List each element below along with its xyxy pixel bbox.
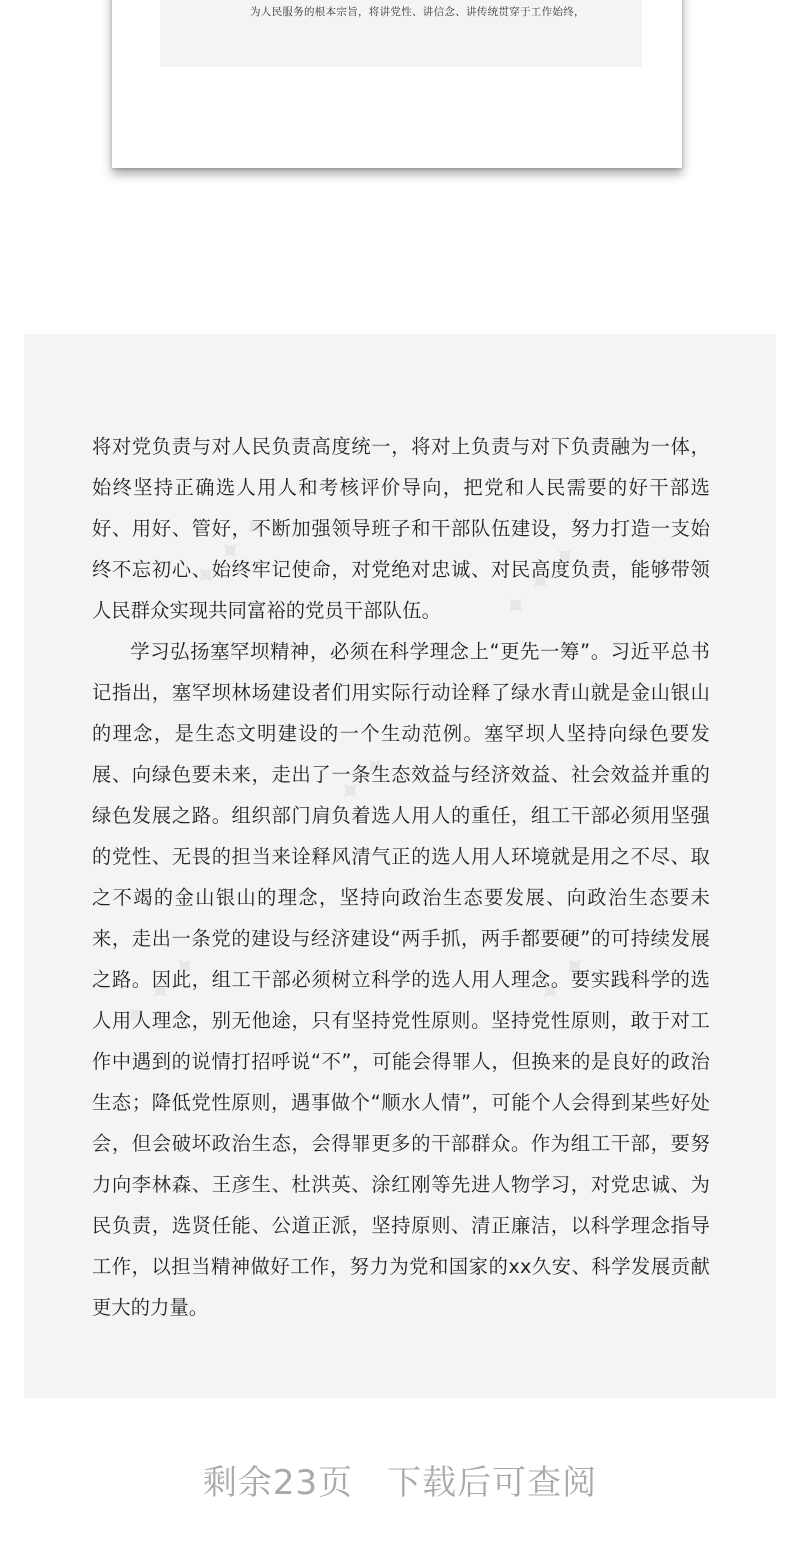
download-prompt[interactable] bbox=[0, 1455, 800, 1504]
watermark: ✦ ✦ ✦ bbox=[305, 745, 398, 838]
watermark: ✦ ✦ ✦ bbox=[115, 945, 208, 1038]
previous-page-card bbox=[112, 0, 682, 168]
paragraph: 学习弘扬塞罕坝精神，必须在科学理念上“更先一筹”。习近平总书记指出，塞罕坝林场建设者们用实际行动诠释了绿水青山就是金山银山的理念，是生态文明建设的一个生动范例。塞罕坝人坚持向绿色要发展、向绿色要未来，走出了一条生态效益与经济效益、社会效益并重的绿色发展之路。组织部门肩负着选人用人的重任，组工干部必须用坚强的党性、无畏的担当来诠释风清气正的选人用人环境就是用之不尽、取之不竭的金山银山的理念，坚持向政治生态要发展、向政治生态要未来，走出一条党的建设与经济建设“两手抓，两手都要硬”的可持续发展之路。因此，组工干部必须树立科学的选人用人理念。要实践科学的选人用人理念，别无他途，只有坚持党性原则。坚持党性原则，敢于对工作中遇到的说情打招呼说“不”，可能会得罪人，但换来的是良好的政治生态；降低党性原则，遇事做个“顺水人情”，可能个人会得到某些好处会，但会破坏政治生态，会得罪更多的干部群众。作为组工干部，要努力向李林森、王彦生、杜洪英、涂红刚等先进人物学习，对党忠诚、为民负责，选贤任能、公道正派，坚持原则、清正廉洁，以科学理念指导工作，以担当精神做好工作，努力为党和国家的xx久安、科学发展贡献更大的力量。 bbox=[92, 640, 710, 1319]
document-page bbox=[24, 334, 776, 1398]
document-body bbox=[92, 426, 710, 1328]
previous-page-last-line: 为人民服务的根本宗旨，将讲党性、讲信念、讲传统贯穿于工作始终， bbox=[250, 6, 585, 18]
remaining-pages-label: 剩余23页 bbox=[202, 1463, 354, 1503]
watermark: ✦ ✦ ✦ bbox=[495, 535, 588, 628]
watermark: ✦ ✦ ✦ bbox=[505, 945, 598, 1038]
paragraph: 将对党负责与对人民负责高度统一，将对上负责与对下负责融为一体，始终坚持正确选人用人和考核评价导向，把党和人民需要的好干部选好、用好、管好，不断加强领导班子和干部队伍建设，努力打造一支始终不忘初心、始终牢记使命，对党绝对忠诚、对民高度负责，能够带领人民群众实现共同富裕的党员干部队伍。 bbox=[92, 435, 710, 622]
download-to-view-label: 下载后可查阅 bbox=[387, 1463, 598, 1503]
watermark: ✦ ✦ ✦ bbox=[185, 505, 278, 598]
previous-page-text-block bbox=[160, 0, 642, 67]
